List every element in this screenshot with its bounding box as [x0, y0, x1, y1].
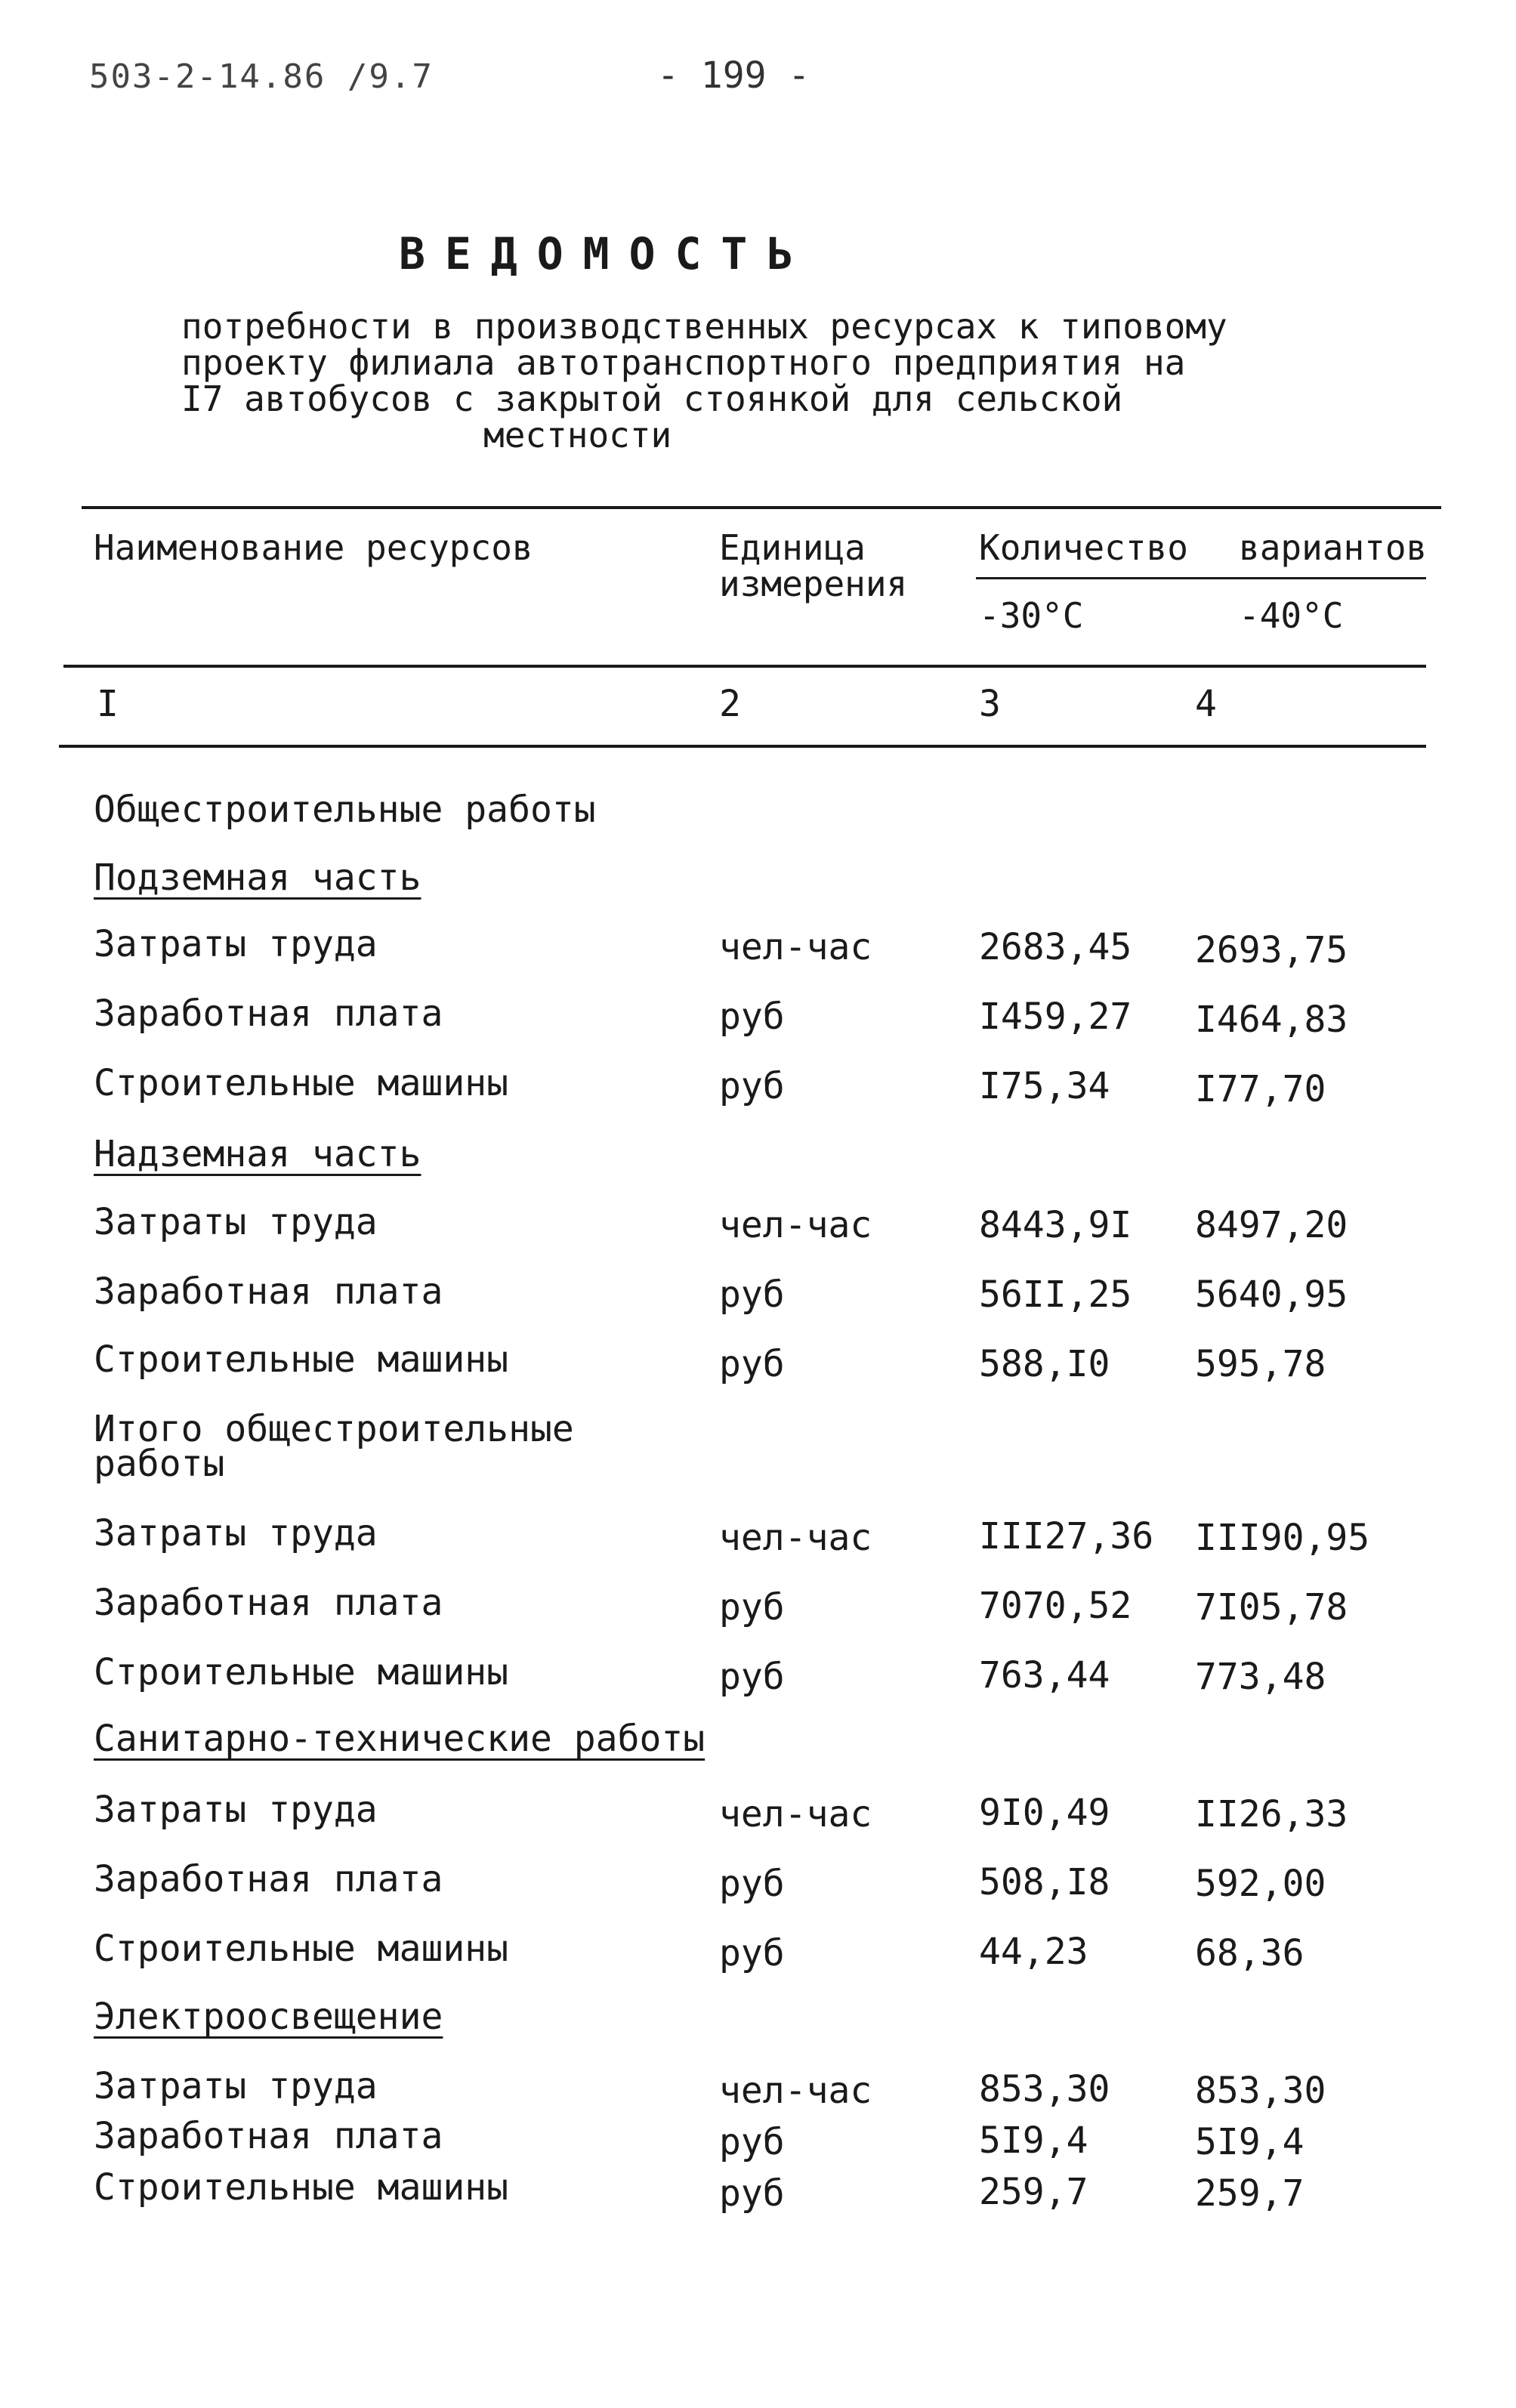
row-name: Строительные машины: [94, 2166, 509, 2209]
row-unit: руб: [719, 1932, 785, 1974]
subtitle-line-4: местности: [483, 415, 672, 455]
table-top-rule: [82, 506, 1441, 509]
row-value-40: 7I05,78: [1195, 1586, 1348, 1628]
row-value-30: III27,36: [979, 1515, 1154, 1557]
row-unit: чел-час: [719, 926, 872, 968]
row-unit: чел-час: [719, 1517, 872, 1559]
row-value-40: 5640,95: [1195, 1273, 1348, 1316]
row-value-40: 8497,20: [1195, 1204, 1348, 1246]
row-name: Затраты труда: [94, 923, 378, 965]
subtitle-line-1: потребности в производственных ресурсах к типовому: [181, 306, 1227, 347]
row-name: Затраты труда: [94, 1789, 378, 1831]
row-name: Заработная плата: [94, 1858, 443, 1900]
subtitle-line-3: I7 автобусов с закрытой стоянкой для сельской: [181, 378, 1123, 419]
document-code: 503-2-14.86 /9.7: [89, 57, 434, 96]
section-heading-line-1: Итого общестроительные: [94, 1408, 574, 1450]
row-name: Заработная плата: [94, 1270, 443, 1313]
row-value-30: 7070,52: [979, 1585, 1132, 1627]
row-value-40: I464,83: [1195, 999, 1348, 1041]
row-value-30: 5I9,4: [979, 2119, 1088, 2162]
row-value-40: 259,7: [1195, 2172, 1305, 2215]
row-value-30: 44,23: [979, 1931, 1088, 1973]
row-value-40: II26,33: [1195, 1793, 1348, 1835]
col-numbers-rule: [59, 745, 1426, 748]
row-name: Строительные машины: [94, 1928, 509, 1970]
row-unit: руб: [719, 1273, 785, 1316]
row-value-30: 2683,45: [979, 926, 1132, 968]
col-header-quantity: Количество: [979, 527, 1188, 568]
row-value-30: 259,7: [979, 2171, 1088, 2213]
row-unit: чел-час: [719, 2070, 872, 2112]
general-heading: Общестроительные работы: [94, 789, 596, 831]
row-value-40: I77,70: [1195, 1068, 1326, 1110]
col-header-variants: вариантов: [1239, 527, 1428, 568]
col-number-1: I: [97, 683, 119, 725]
section-heading: Подземная часть: [94, 857, 421, 899]
col-header-unit-1: Единица: [719, 527, 866, 568]
row-name: Заработная плата: [94, 1582, 443, 1624]
row-value-30: I75,34: [979, 1065, 1110, 1107]
row-value-30: 56II,25: [979, 1273, 1132, 1316]
section-heading-line-2: работы: [94, 1443, 225, 1485]
row-value-40: 2693,75: [1195, 929, 1348, 971]
row-unit: руб: [719, 1065, 785, 1107]
row-name: Затраты труда: [94, 1512, 378, 1554]
row-name: Затраты труда: [94, 2065, 378, 2107]
row-value-30: 853,30: [979, 2068, 1110, 2110]
row-value-40: 592,00: [1195, 1863, 1326, 1905]
row-name: Заработная плата: [94, 993, 443, 1035]
section-heading: Надземная часть: [94, 1133, 421, 1175]
row-name: Строительные машины: [94, 1062, 509, 1104]
row-value-40: III90,95: [1195, 1517, 1370, 1559]
row-unit: чел-час: [719, 1793, 872, 1835]
col-number-2: 2: [719, 683, 741, 725]
col-header-variant-30: -30°C: [979, 595, 1084, 636]
col-number-3: 3: [979, 683, 1001, 725]
row-value-30: 8443,9I: [979, 1204, 1132, 1246]
col-header-variant-40: -40°C: [1239, 595, 1344, 636]
row-name: Затраты труда: [94, 1201, 378, 1243]
row-name: Строительные машины: [94, 1338, 509, 1381]
variants-rule: [976, 577, 1426, 579]
row-unit: руб: [719, 1863, 785, 1905]
row-value-30: 508,I8: [979, 1861, 1110, 1903]
row-name: Строительные машины: [94, 1651, 509, 1693]
page-number: - 199 -: [657, 54, 810, 97]
section-heading: Электроосвещение: [94, 1996, 443, 2038]
row-unit: руб: [719, 1343, 785, 1385]
row-value-40: 5I9,4: [1195, 2121, 1305, 2163]
row-unit: руб: [719, 1586, 785, 1628]
row-unit: руб: [719, 1656, 785, 1698]
header-bottom-rule: [63, 665, 1426, 668]
col-header-unit-2: измерения: [719, 563, 908, 604]
row-value-30: 588,I0: [979, 1343, 1110, 1385]
row-value-40: 853,30: [1195, 2070, 1326, 2112]
row-value-30: I459,27: [979, 996, 1132, 1038]
col-number-4: 4: [1195, 683, 1217, 725]
row-value-30: 763,44: [979, 1654, 1110, 1696]
row-value-40: 595,78: [1195, 1343, 1326, 1385]
row-unit: чел-час: [719, 1204, 872, 1246]
row-unit: руб: [719, 2172, 785, 2215]
row-unit: руб: [719, 996, 785, 1038]
section-heading: Санитарно-технические работы: [94, 1718, 706, 1760]
row-value-40: 773,48: [1195, 1656, 1326, 1698]
col-header-name: Наименование ресурсов: [94, 527, 533, 568]
row-unit: руб: [719, 2121, 785, 2163]
subtitle-line-2: проекту филиала автотранспортного предприятия на: [181, 342, 1186, 383]
document-title: ВЕДОМОСТЬ: [399, 228, 814, 279]
row-value-40: 68,36: [1195, 1932, 1305, 1974]
row-value-30: 9I0,49: [979, 1792, 1110, 1834]
row-name: Заработная плата: [94, 2115, 443, 2157]
